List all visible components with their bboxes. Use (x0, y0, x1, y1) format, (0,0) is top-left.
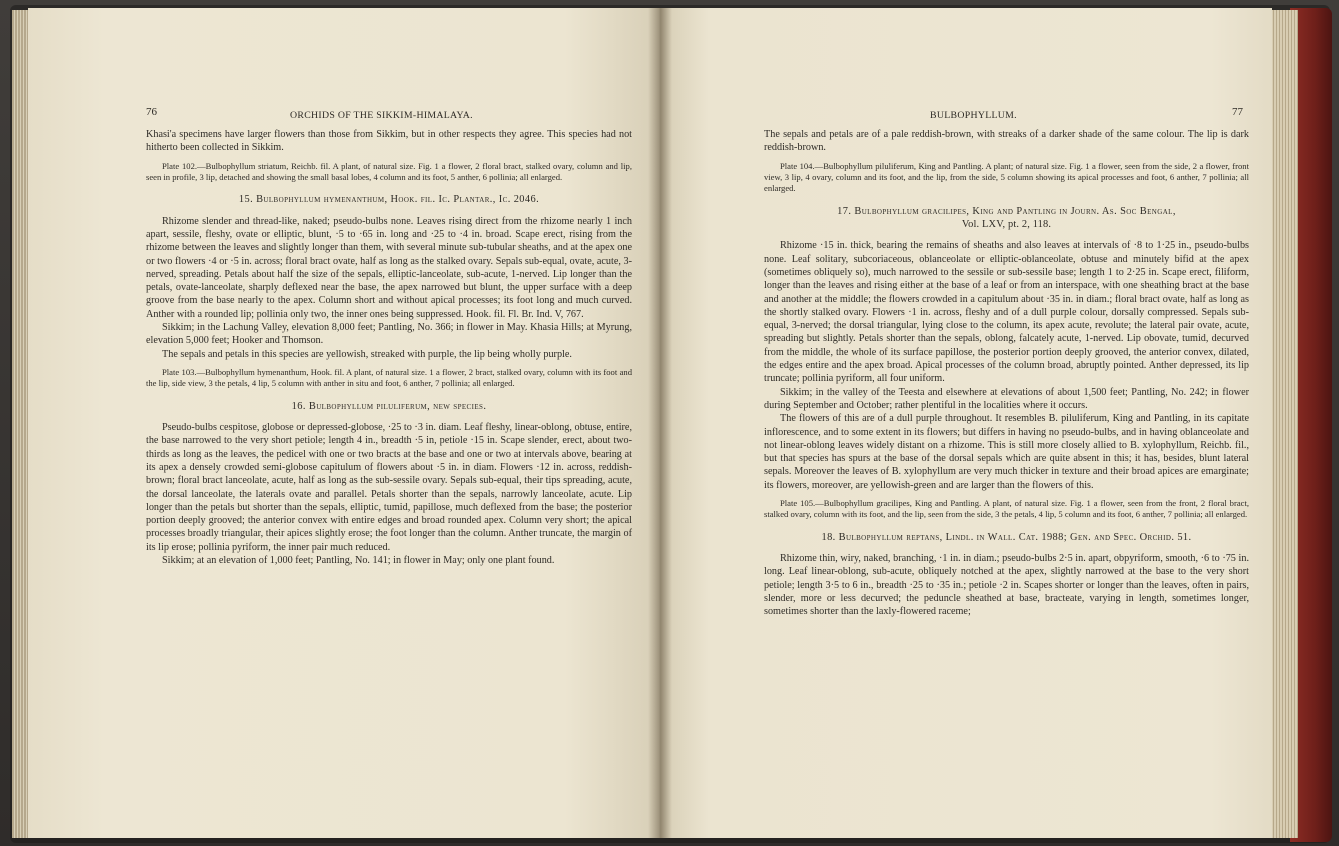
page-number-right: 77 (1232, 106, 1243, 118)
left-page-text (146, 128, 632, 567)
running-head-right: BULBOPHYLLUM. (930, 110, 1017, 121)
book-gutter (648, 8, 672, 838)
plate-caption: Plate 105.—Bulbophyllum gracilipes, King and Pantling. A plant, of natural size. Fig. 1 a flower, seen from the front, 2 floral bract, stalked ovary, column with its foot, and the lip, seen from the side, 3 the petals, 4 lip, 5 column and its foot, 6 anther, 7 pollinia; all enlarged. (764, 498, 1249, 520)
paragraph: Sikkim; at an elevation of 1,000 feet; Pantling, No. 141; in flower in May; only one plant found. (162, 555, 555, 567)
paragraph: Rhizome thin, wiry, naked, branching, ·1 in. in diam.; pseudo-bulbs 2·5 in. apart, obpyriform, smooth, ·6 to ·75 in. long. Leaf linear-oblong, sub-acute, obliquely notched at the apex, slightly narrowed at the base to the very short petiole; length 3·5 to 6 in., breadth ·25 to ·35 in.; petiole ·2 in. Scapes shorter or longer than the leaves, often in pairs, slender, more or less decurved; the peduncle sheathed at base, bracteate, varying in length, sometimes longer, sometimes shorter than the laxly-flowered raceme; (764, 553, 1249, 618)
paragraph: Pseudo-bulbs cespitose, globose or depressed-globose, ·25 to ·3 in. diam. Leaf fleshy, linear-oblong, obtuse, entire, the base narrowed to the very short petiole; length 4 in., breadth ·5 in, petiole ·15 in. Scape slender, erect, about two-thirds as long as the leaves, the pedicel with one or two bracts at the base and one or two at intervals above, bearing at its apex a densely crowded semi-globose capitulum of flowers about ·5 in. in diam. Flowers ·12 in. across, reddish-brown; floral bract lanceolate, acute, half as long as the sub-sessile ovary. Sepals sub-equal, their tips spreading, acute, the dorsal lanceolate, the laterals ovate and parallel. Petals shorter than the sepals, narrowly lanceolate, acute. Lip longer than the petals but shorter than the sepals, elliptic, tumid, papillose, much deflexed from the base; the posterior portion deeply grooved; the anterior convex with entire edges and broad rounded apex. Column very short; the apical processes broadly triangular, their apices slightly erose; the foot longer than the column. Anther truncate, the margin of its lip erose; pollinia pyriform, the inner pair much reduced. (146, 422, 632, 553)
paragraph: Sikkim; in the valley of the Teesta and elsewhere at elevations of about 1,500 feet; Pantling, No. 242; in flower during September and October; rather plentiful in the localities where it occurs. (764, 386, 1249, 411)
right-page-edges (1268, 10, 1298, 838)
running-head-left: ORCHIDS OF THE SIKKIM-HIMALAYA. (290, 110, 473, 121)
section-heading: 18. Bulbophyllum reptans, Lindl. in Wall. Cat. 1988; Gen. and Spec. Orchid. 51. (821, 531, 1192, 543)
paragraph: Khasi'a specimens have larger flowers than those from Sikkim, but in other respects they agree. This species had not hitherto been collected in Sikkim. (146, 129, 632, 154)
paragraph: The flowers of this are of a dull purple throughout. It resembles B. piluliferum, King and Pantling, in its capitate inflorescence, and to some extent in its flowers; but differs in having no pseudo-bulbs, and in having oblanceolate and not linear-oblong leaves widely distant on a rhizome. This is still more closely allied to B. xylophyllum, Reichb. fil., but that species has spurs at the base of the dorsal sepals which are quite absent in this; it has, besides, blunt lateral sepals. Moreover the leaves of B. xylophyllum are very much thicker in texture and their broad apices are emarginate; its flowers, moreover, are yellowish-green and are larger than the flowers of this. (764, 413, 1249, 491)
paragraph: The sepals and petals in this species are yellowish, streaked with purple, the lip being wholly purple. (162, 348, 572, 360)
section-heading: 15. Bulbophyllum hymenanthum, Hook. fil. Ic. Plantar., Ic. 2046. (238, 194, 540, 206)
paragraph: Rhizome ·15 in. thick, bearing the remains of sheaths and also leaves at intervals of ·8 to 1·25 in., pseudo-bulbs none. Leaf solitary, subcoriaceous, oblanceolate or elliptic-oblanceolate, obtuse and minutely bifid at the apex (sometimes obliquely so), much narrowed to the sessile or sub-sessile base; length 1 to 2·25 in. Scape erect, filiform, longer than the leaves and rising either at the base of a leaf or from an interspace, with one sheathing bract at the base and another at the middle; the flowers crowded in a capitulum about ·35 in. in diam.; floral bract ovate, half as long as the shortly stalked ovary. Flowers ·1 in. across, fleshy and of a dull purple colour, dorsally compressed. Sepals sub-equal, 3-nerved; the dorsal triangular, lying close to the column, its apex acute, revolute; the lateral pair ovate, acute, spreading but slightly. Petals shorter than the sepals, oblong, falcately acute, 1-nerved. Lip obovate, tumid, decurved from the middle, the whole of its surface papillose, the posterior portion deeply grooved, the anterior convex, dilated, the edges entire and the apex broad. Apical processes of the column broad, abruptly pointed. Anther depressed, its lip truncate; pollinia pyriform, all four uniform. (764, 240, 1249, 385)
paragraph: The sepals and petals are of a pale reddish-brown, with streaks of a darker shade of the same colour. The lip is dark reddish-brown. (764, 129, 1249, 154)
plate-caption: Plate 104.—Bulbophyllum piluliferum, King and Pantling. A plant; of natural size. Fig. 1 a flower, seen from the side, 2 a flower, front view, 3 lip, 4 ovary, column and its foot, and the lip, from the side, 5 column showing its apical processes and foot, 6 anther, 7 pollinia; all enlarged. (764, 160, 1249, 194)
plate-caption: Plate 103.—Bulbophyllum hymenanthum, Hook. fil. A plant, of natural size. 1 a flower, 2 bract, stalked ovary, column with its foot and the lip, side view, 3 the petals, 4 lip, 5 column with anther in situ and foot, 6 anther, 7 pollinia; all enlarged. (146, 366, 632, 389)
section-heading: 16. Bulbophyllum piluliferum, new species. (291, 400, 487, 412)
section-heading: 17. Bulbophyllum gracilipes, King and Pantling in Journ. As. Soc Bengal, (837, 205, 1176, 217)
paragraph: Rhizome slender and thread-like, naked; pseudo-bulbs none. Leaves rising direct from the rhizome nearly 1 inch apart, sessile, fleshy, ovate or elliptic, blunt, ·5 to ·65 in. long and ·25 to ·4 in. broad. Scape erect, rising from the rhizome between the leaves and slightly longer than them, with several minute sub-tubular sheaths, and at the apex one or two flowers ·4 or ·5 in. across; floral bract ovate, half as long as the stalked ovary. Sepals sub-equal, ovate, acute, 3-nerved, spreading. Petals about half the size of the sepals, elliptic-lanceolate, sub-acute, 1-nerved. Lip longer than the petals, ovate-lanceolate, sharply deflexed near the base, the apex narrowed but blunt, the upper surface with a deep groove from the base nearly to the apex. Column short and without apical processes; its foot long and much curved. Anther with a rounded lip; pollinia only two, the inner ones being suppressed. Hook. fil. Fl. Br. Ind. V, 767. (146, 215, 632, 320)
section-heading-continued: Vol. LXV, pt. 2, 118. (961, 219, 1052, 231)
page-number-left: 76 (146, 106, 157, 118)
right-page-text (764, 128, 1249, 619)
paragraph: Sikkim; in the Lachung Valley, elevation 8,000 feet; Pantling, No. 366; in flower in May. Khasia Hills; at Myrung, elevation 5,000 feet; Hooker and Thomson. (146, 322, 632, 347)
plate-caption: Plate 102.—Bulbophyllum striatum, Reichb. fil. A plant, of natural size. Fig. 1 a flower, 2 floral bract, stalked ovary, column and lip, seen in profile, 3 lip, detached and showing the small basal lobes, 4 column and its foot, 5 anther, 6 pollinia; all enlarged. (146, 160, 632, 182)
